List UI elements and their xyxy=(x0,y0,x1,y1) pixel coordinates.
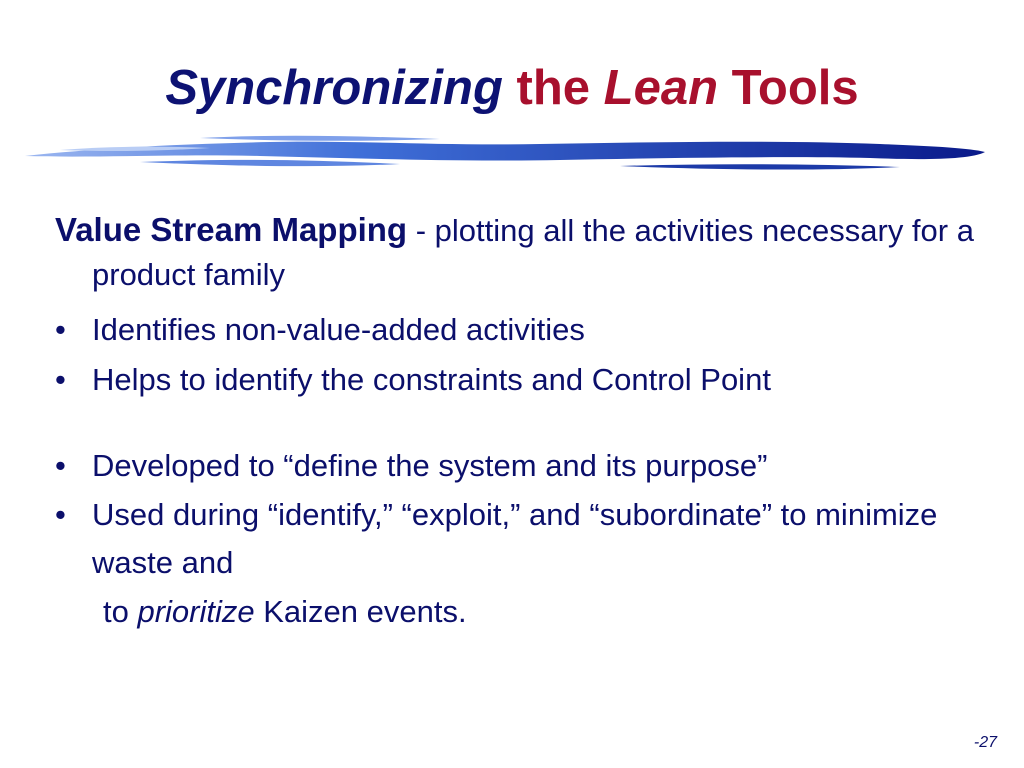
bullet-text: Identifies non-value-added activities xyxy=(92,312,585,347)
bullet-icon: • xyxy=(55,312,66,347)
lead-paragraph xyxy=(55,208,995,297)
bullet-icon: • xyxy=(55,362,66,397)
lead-term: Value Stream Mapping xyxy=(55,211,408,248)
lead-description: - plotting all the activities necessary for a product family xyxy=(92,213,974,292)
title-word-tools: Tools xyxy=(731,61,859,115)
bullet-text: Helps to identify the constraints and Control Point xyxy=(92,362,771,397)
bullet-item xyxy=(55,305,995,355)
continuation-prefix: to xyxy=(103,594,138,629)
continuation-suffix: Kaizen events. xyxy=(254,594,467,629)
bullet-text: Used during “identify,” “exploit,” and “subordinate” to minimize waste and xyxy=(92,497,938,580)
spacer xyxy=(55,405,995,441)
slide-title xyxy=(0,58,1024,118)
title-word-synchronizing: Synchronizing xyxy=(165,61,503,115)
bullet-item xyxy=(55,491,995,587)
continuation-emphasis: prioritize xyxy=(137,594,255,629)
title-word-the: the xyxy=(516,61,591,115)
bullet-text: Developed to “define the system and its purpose” xyxy=(92,448,768,483)
bullet-item xyxy=(55,355,995,405)
bullet-item xyxy=(55,441,995,491)
bullet-icon: • xyxy=(55,497,66,532)
continuation-line xyxy=(55,587,995,637)
bullet-icon: • xyxy=(55,448,66,483)
brush-stroke-divider xyxy=(20,130,990,180)
title-word-lean: Lean xyxy=(603,61,719,115)
page-number: -27 xyxy=(973,734,997,751)
slide-body xyxy=(55,208,995,637)
